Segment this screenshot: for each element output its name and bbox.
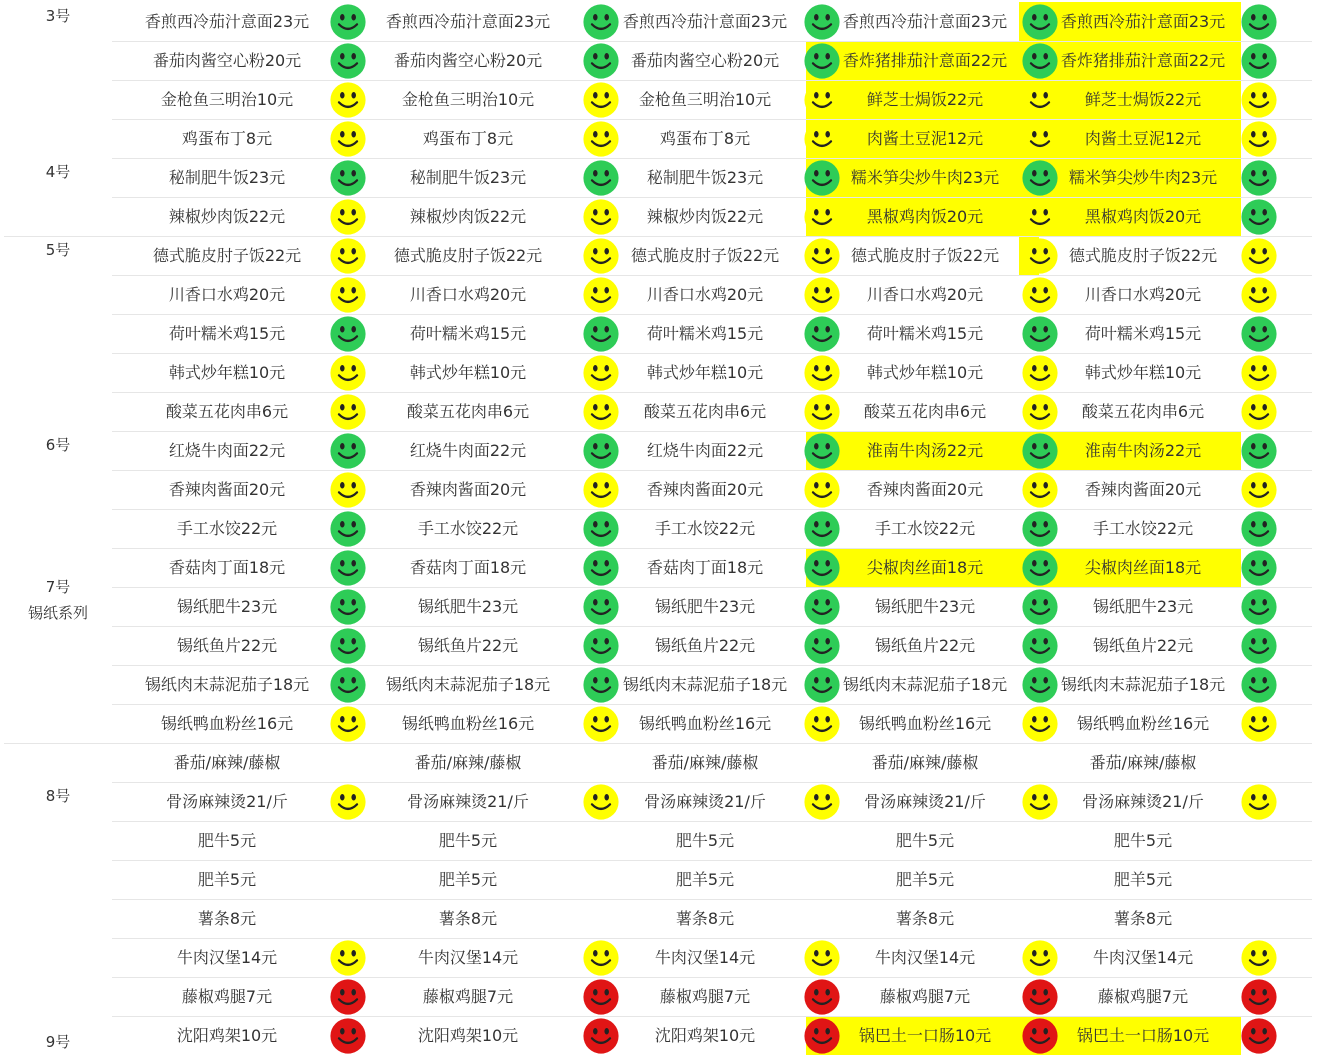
red-smiley-icon [1240, 1017, 1278, 1055]
dish-cell: 川香口水鸡20元 [646, 285, 764, 304]
green-smiley-icon [1021, 42, 1059, 80]
dish-cell: 香辣肉酱面20元 [646, 480, 764, 499]
dish-cell: 荷叶糯米鸡15元 [866, 324, 984, 343]
dish-cell: 肥牛5元 [895, 831, 955, 850]
dish-cell: 手工水饺22元 [417, 519, 519, 538]
dish-cell: 骨汤麻辣烫21/斤 [166, 792, 288, 811]
green-smiley-icon [803, 510, 841, 548]
yellow-smiley-icon [582, 198, 620, 236]
dish-cell: 薯条8元 [1113, 909, 1173, 928]
yellow-smiley-icon [329, 237, 367, 275]
dish-cell: 锡纸鱼片22元 [176, 636, 278, 655]
dish-cell: 牛肉汉堡14元 [654, 948, 756, 967]
green-smiley-icon [582, 549, 620, 587]
green-smiley-icon [1240, 432, 1278, 470]
yellow-smiley-icon [1021, 198, 1059, 236]
dish-cell: 沈阳鸡架10元 [654, 1026, 756, 1045]
yellow-smiley-icon [329, 354, 367, 392]
green-smiley-icon [582, 666, 620, 704]
dish-cell: 藤椒鸡腿7元 [659, 987, 751, 1006]
green-smiley-icon [1240, 627, 1278, 665]
yellow-smiley-icon [1240, 354, 1278, 392]
dish-cell: 韩式炒年糕10元 [409, 363, 527, 382]
dish-cell: 川香口水鸡20元 [168, 285, 286, 304]
dish-cell: 锡纸肉末蒜泥茄子18元 [385, 675, 551, 694]
yellow-smiley-icon [582, 354, 620, 392]
dish-cell: 手工水饺22元 [176, 519, 278, 538]
green-smiley-icon [1021, 3, 1059, 41]
dish-cell: 红烧牛肉面22元 [646, 441, 764, 460]
group-label [20, 3, 96, 29]
dish-cell: 酸菜五花肉串6元 [406, 402, 530, 421]
dish-cell: 荷叶糯米鸡15元 [409, 324, 527, 343]
red-smiley-icon [803, 1017, 841, 1055]
dish-cell: 肥羊5元 [895, 870, 955, 889]
dish-cell: 香辣肉酱面20元 [866, 480, 984, 499]
dish-cell: 德式脆皮肘子饭22元 [630, 246, 780, 265]
dish-cell: 锡纸肉末蒜泥茄子18元 [1060, 675, 1226, 694]
dish-cell: 鸡蛋布丁8元 [659, 129, 751, 148]
green-smiley-icon [1240, 315, 1278, 353]
dish-cell: 锡纸肥牛23元 [417, 597, 519, 616]
dish-cell: 藤椒鸡腿7元 [879, 987, 971, 1006]
dish-cell: 鲜芝士焗饭22元 [1084, 90, 1202, 109]
group-number: 7号 [45, 578, 71, 596]
dish-cell: 肥牛5元 [675, 831, 735, 850]
yellow-smiley-icon [803, 783, 841, 821]
group-label [20, 783, 96, 809]
dish-cell: 酸菜五花肉串6元 [643, 402, 767, 421]
dish-cell: 藤椒鸡腿7元 [1097, 987, 1189, 1006]
yellow-smiley-icon [803, 276, 841, 314]
dish-cell: 酸菜五花肉串6元 [165, 402, 289, 421]
green-smiley-icon [803, 627, 841, 665]
dish-cell: 番茄/麻辣/藤椒 [173, 753, 281, 772]
yellow-smiley-icon [1021, 276, 1059, 314]
dish-cell: 糯米笋尖炒牛肉23元 [850, 168, 1000, 187]
dish-cell: 红烧牛肉面22元 [168, 441, 286, 460]
green-smiley-icon [582, 42, 620, 80]
green-smiley-icon [1021, 432, 1059, 470]
yellow-smiley-icon [1021, 705, 1059, 743]
dish-cell: 骨汤麻辣烫21/斤 [644, 792, 766, 811]
red-smiley-icon [803, 978, 841, 1016]
yellow-smiley-icon [582, 471, 620, 509]
yellow-smiley-icon [803, 81, 841, 119]
yellow-smiley-icon [582, 705, 620, 743]
yellow-smiley-icon [582, 81, 620, 119]
dish-cell: 手工水饺22元 [874, 519, 976, 538]
dish-cell: 肥羊5元 [438, 870, 498, 889]
dish-cell: 锡纸肉末蒜泥茄子18元 [842, 675, 1008, 694]
yellow-smiley-icon [1240, 81, 1278, 119]
dish-cell: 韩式炒年糕10元 [168, 363, 286, 382]
yellow-smiley-icon [803, 939, 841, 977]
group-number: 6号 [45, 436, 71, 454]
dish-cell: 鸡蛋布丁8元 [181, 129, 273, 148]
yellow-smiley-icon [1240, 393, 1278, 431]
dish-cell: 酸菜五花肉串6元 [863, 402, 987, 421]
yellow-smiley-icon [329, 783, 367, 821]
green-smiley-icon [329, 666, 367, 704]
group-number: 9号 [45, 1033, 71, 1051]
dish-cell: 锡纸鸭血粉丝16元 [401, 714, 535, 733]
dish-cell: 锡纸鱼片22元 [654, 636, 756, 655]
green-smiley-icon [329, 549, 367, 587]
yellow-smiley-icon [582, 237, 620, 275]
dish-cell: 沈阳鸡架10元 [417, 1026, 519, 1045]
yellow-smiley-icon [803, 198, 841, 236]
green-smiley-icon [1021, 549, 1059, 587]
green-smiley-icon [329, 627, 367, 665]
dish-cell: 黑椒鸡肉饭20元 [866, 207, 984, 226]
dish-cell: 锡纸肥牛23元 [874, 597, 976, 616]
green-smiley-icon [803, 588, 841, 626]
dish-cell: 香炸猪排茄汁意面22元 [1060, 51, 1226, 70]
dish-cell: 牛肉汉堡14元 [874, 948, 976, 967]
green-smiley-icon [329, 315, 367, 353]
green-smiley-icon [1240, 588, 1278, 626]
dish-cell: 锡纸肉末蒜泥茄子18元 [622, 675, 788, 694]
green-smiley-icon [1021, 315, 1059, 353]
dish-cell: 锡纸鸭血粉丝16元 [160, 714, 294, 733]
dish-cell: 锡纸鸭血粉丝16元 [638, 714, 772, 733]
dish-cell: 香煎西冷茄汁意面23元 [622, 12, 788, 31]
green-smiley-icon [329, 3, 367, 41]
yellow-smiley-icon [1021, 81, 1059, 119]
group-label [20, 574, 96, 626]
dish-cell: 金枪鱼三明治10元 [401, 90, 535, 109]
yellow-smiley-icon [329, 939, 367, 977]
red-smiley-icon [329, 1017, 367, 1055]
yellow-smiley-icon [329, 81, 367, 119]
dish-cell: 荷叶糯米鸡15元 [646, 324, 764, 343]
dish-cell: 锅巴土一口肠10元 [858, 1026, 992, 1045]
green-smiley-icon [803, 159, 841, 197]
yellow-smiley-icon [803, 237, 841, 275]
group-number: 8号 [45, 787, 71, 805]
dish-cell: 德式脆皮肘子饭22元 [850, 246, 1000, 265]
dish-cell: 骨汤麻辣烫21/斤 [1082, 792, 1204, 811]
dish-cell: 手工水饺22元 [654, 519, 756, 538]
dish-cell: 辣椒炒肉饭22元 [646, 207, 764, 226]
green-smiley-icon [1240, 510, 1278, 548]
dish-cell: 番茄肉酱空心粉20元 [630, 51, 780, 70]
dish-cell: 香煎西冷茄汁意面23元 [385, 12, 551, 31]
yellow-smiley-icon [1240, 120, 1278, 158]
green-smiley-icon [1240, 666, 1278, 704]
yellow-smiley-icon [1240, 471, 1278, 509]
dish-cell: 薯条8元 [675, 909, 735, 928]
dish-cell: 香菇肉丁面18元 [168, 558, 286, 577]
dish-cell: 牛肉汉堡14元 [417, 948, 519, 967]
red-smiley-icon [1021, 978, 1059, 1016]
yellow-smiley-icon [1021, 393, 1059, 431]
yellow-smiley-icon [1240, 705, 1278, 743]
green-smiley-icon [1240, 3, 1278, 41]
dish-cell: 肉酱土豆泥12元 [866, 129, 984, 148]
dish-cell: 肉酱土豆泥12元 [1084, 129, 1202, 148]
dish-cell: 锡纸肥牛23元 [176, 597, 278, 616]
group-number: 5号 [45, 241, 71, 259]
dish-cell: 金枪鱼三明治10元 [160, 90, 294, 109]
red-smiley-icon [582, 1017, 620, 1055]
yellow-smiley-icon [329, 198, 367, 236]
green-smiley-icon [329, 42, 367, 80]
dish-cell: 藤椒鸡腿7元 [422, 987, 514, 1006]
yellow-smiley-icon [1240, 237, 1278, 275]
dish-cell: 番茄/麻辣/藤椒 [651, 753, 759, 772]
group-label [20, 237, 96, 263]
dish-cell: 红烧牛肉面22元 [409, 441, 527, 460]
dish-cell: 香煎西冷茄汁意面23元 [144, 12, 310, 31]
yellow-smiley-icon [329, 705, 367, 743]
green-smiley-icon [582, 510, 620, 548]
green-smiley-icon [803, 3, 841, 41]
dish-cell: 锡纸肉末蒜泥茄子18元 [144, 675, 310, 694]
dish-cell: 肥羊5元 [197, 870, 257, 889]
green-smiley-icon [329, 588, 367, 626]
red-smiley-icon [582, 978, 620, 1016]
dish-cell: 肥牛5元 [438, 831, 498, 850]
dish-cell: 香炸猪排茄汁意面22元 [842, 51, 1008, 70]
group-label [20, 432, 96, 458]
yellow-smiley-icon [1021, 237, 1059, 275]
dish-cell: 金枪鱼三明治10元 [638, 90, 772, 109]
dish-cell: 番茄/麻辣/藤椒 [414, 753, 522, 772]
yellow-smiley-icon [803, 120, 841, 158]
dish-cell: 锡纸鸭血粉丝16元 [1076, 714, 1210, 733]
dish-cell: 德式脆皮肘子饭22元 [152, 246, 302, 265]
dish-cell: 秘制肥牛饭23元 [168, 168, 286, 187]
dish-cell: 肥牛5元 [197, 831, 257, 850]
dish-cell: 香辣肉酱面20元 [1084, 480, 1202, 499]
dish-cell: 韩式炒年糕10元 [646, 363, 764, 382]
yellow-smiley-icon [1021, 354, 1059, 392]
dish-cell: 韩式炒年糕10元 [866, 363, 984, 382]
dish-cell: 藤椒鸡腿7元 [181, 987, 273, 1006]
red-smiley-icon [329, 978, 367, 1016]
green-smiley-icon [1021, 588, 1059, 626]
green-smiley-icon [582, 315, 620, 353]
green-smiley-icon [582, 588, 620, 626]
dish-cell: 韩式炒年糕10元 [1084, 363, 1202, 382]
yellow-smiley-icon [582, 939, 620, 977]
dish-cell: 淮南牛肉汤22元 [1084, 441, 1202, 460]
green-smiley-icon [582, 159, 620, 197]
dish-cell: 番茄/麻辣/藤椒 [1089, 753, 1197, 772]
dish-cell: 沈阳鸡架10元 [176, 1026, 278, 1045]
yellow-smiley-icon [1240, 939, 1278, 977]
green-smiley-icon [1240, 198, 1278, 236]
dish-cell: 锡纸肥牛23元 [1092, 597, 1194, 616]
dish-cell: 香菇肉丁面18元 [409, 558, 527, 577]
yellow-smiley-icon [803, 393, 841, 431]
yellow-smiley-icon [582, 120, 620, 158]
group-label [20, 159, 96, 185]
yellow-smiley-icon [582, 276, 620, 314]
dish-cell: 番茄/麻辣/藤椒 [871, 753, 979, 772]
green-smiley-icon [1021, 159, 1059, 197]
yellow-smiley-icon [1240, 276, 1278, 314]
dish-cell: 肥羊5元 [675, 870, 735, 889]
dish-cell: 淮南牛肉汤22元 [866, 441, 984, 460]
dish-cell: 尖椒肉丝面18元 [1084, 558, 1202, 577]
yellow-smiley-icon [329, 393, 367, 431]
group-number: 4号 [45, 163, 71, 181]
green-smiley-icon [1240, 42, 1278, 80]
green-smiley-icon [582, 432, 620, 470]
dish-cell: 锡纸鱼片22元 [417, 636, 519, 655]
dish-cell: 秘制肥牛饭23元 [646, 168, 764, 187]
dish-cell: 辣椒炒肉饭22元 [409, 207, 527, 226]
dish-cell: 肥牛5元 [1113, 831, 1173, 850]
dish-cell: 薯条8元 [438, 909, 498, 928]
dish-cell: 黑椒鸡肉饭20元 [1084, 207, 1202, 226]
green-smiley-icon [1021, 666, 1059, 704]
dish-cell: 尖椒肉丝面18元 [866, 558, 984, 577]
dish-cell: 肥羊5元 [1113, 870, 1173, 889]
yellow-smiley-icon [803, 471, 841, 509]
green-smiley-icon [1021, 627, 1059, 665]
green-smiley-icon [1021, 510, 1059, 548]
dish-cell: 荷叶糯米鸡15元 [1084, 324, 1202, 343]
green-smiley-icon [1240, 549, 1278, 587]
dish-cell: 川香口水鸡20元 [409, 285, 527, 304]
dish-cell: 番茄肉酱空心粉20元 [152, 51, 302, 70]
yellow-smiley-icon [1021, 120, 1059, 158]
green-smiley-icon [1240, 159, 1278, 197]
green-smiley-icon [803, 315, 841, 353]
green-smiley-icon [329, 510, 367, 548]
dish-cell: 锡纸鸭血粉丝16元 [858, 714, 992, 733]
dish-cell: 骨汤麻辣烫21/斤 [407, 792, 529, 811]
dish-cell: 香菇肉丁面18元 [646, 558, 764, 577]
dish-cell: 德式脆皮肘子饭22元 [393, 246, 543, 265]
dish-cell: 香辣肉酱面20元 [168, 480, 286, 499]
yellow-smiley-icon [803, 705, 841, 743]
red-smiley-icon [1021, 1017, 1059, 1055]
green-smiley-icon [803, 549, 841, 587]
dish-cell: 香煎西冷茄汁意面23元 [842, 12, 1008, 31]
dish-cell: 鸡蛋布丁8元 [422, 129, 514, 148]
yellow-smiley-icon [329, 276, 367, 314]
green-smiley-icon [803, 432, 841, 470]
dish-cell: 薯条8元 [895, 909, 955, 928]
dish-cell: 薯条8元 [197, 909, 257, 928]
group-number: 3号 [45, 7, 71, 25]
group-subtitle: 锡纸系列 [27, 604, 88, 622]
dish-cell: 川香口水鸡20元 [866, 285, 984, 304]
dish-cell: 荷叶糯米鸡15元 [168, 324, 286, 343]
yellow-smiley-icon [1021, 783, 1059, 821]
dish-cell: 牛肉汉堡14元 [176, 948, 278, 967]
green-smiley-icon [582, 3, 620, 41]
green-smiley-icon [329, 432, 367, 470]
dish-cell: 德式脆皮肘子饭22元 [1068, 246, 1218, 265]
yellow-smiley-icon [329, 471, 367, 509]
dish-cell: 锅巴土一口肠10元 [1076, 1026, 1210, 1045]
group-label [20, 1029, 96, 1055]
dish-cell: 牛肉汉堡14元 [1092, 948, 1194, 967]
dish-cell: 手工水饺22元 [1092, 519, 1194, 538]
yellow-smiley-icon [1240, 783, 1278, 821]
dish-cell: 番茄肉酱空心粉20元 [393, 51, 543, 70]
yellow-smiley-icon [1021, 939, 1059, 977]
dish-cell: 酸菜五花肉串6元 [1081, 402, 1205, 421]
dish-cell: 糯米笋尖炒牛肉23元 [1068, 168, 1218, 187]
dish-cell: 骨汤麻辣烫21/斤 [864, 792, 986, 811]
yellow-smiley-icon [803, 354, 841, 392]
dish-cell: 锡纸鱼片22元 [874, 636, 976, 655]
dish-cell: 香辣肉酱面20元 [409, 480, 527, 499]
green-smiley-icon [582, 627, 620, 665]
dish-cell: 川香口水鸡20元 [1084, 285, 1202, 304]
dish-cell: 鲜芝士焗饭22元 [866, 90, 984, 109]
yellow-smiley-icon [582, 393, 620, 431]
dish-cell: 锡纸鱼片22元 [1092, 636, 1194, 655]
green-smiley-icon [803, 666, 841, 704]
dish-cell: 秘制肥牛饭23元 [409, 168, 527, 187]
dish-cell: 香煎西冷茄汁意面23元 [1060, 12, 1226, 31]
green-smiley-icon [329, 159, 367, 197]
dish-cell: 辣椒炒肉饭22元 [168, 207, 286, 226]
red-smiley-icon [1240, 978, 1278, 1016]
green-smiley-icon [803, 42, 841, 80]
yellow-smiley-icon [1021, 471, 1059, 509]
dish-cell: 锡纸肥牛23元 [654, 597, 756, 616]
yellow-smiley-icon [329, 120, 367, 158]
yellow-smiley-icon [582, 783, 620, 821]
